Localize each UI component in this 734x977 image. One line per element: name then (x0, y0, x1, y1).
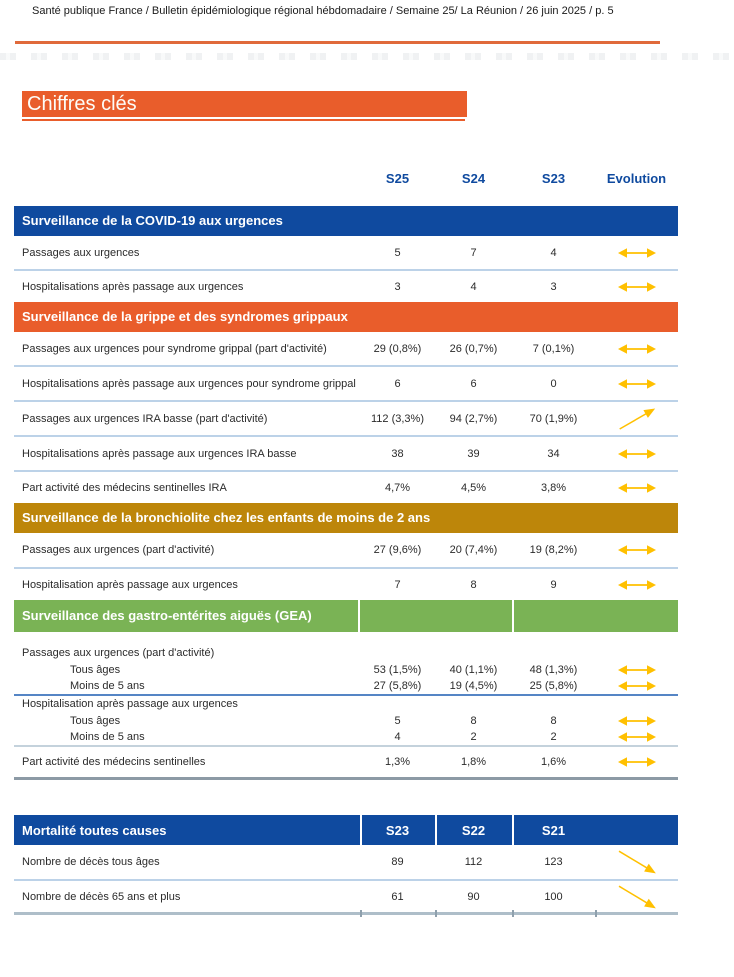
evolution-arrow (595, 731, 678, 743)
value-s23: 2 (550, 731, 557, 743)
orange-divider (15, 41, 660, 44)
value-s23: 25 (5,8%) (529, 680, 578, 692)
faded-watermark-strip (0, 53, 734, 60)
value-s25: 112 (3,3%) (371, 412, 424, 425)
value-s24: 8 (470, 578, 477, 591)
table-row (14, 678, 678, 694)
row-label: Tous âges (70, 664, 121, 676)
row-label: Tous âges (70, 715, 121, 727)
banner-column-separator (358, 600, 360, 632)
section-title: Surveillance de la grippe et des syndromes grippaux (22, 309, 348, 324)
value-s21: 100 (544, 890, 563, 903)
value-s24: 94 (2,7%) (449, 412, 498, 425)
column-header-s25: S25 (385, 170, 410, 186)
value-s22: 112 (464, 856, 483, 868)
evolution-arrow (595, 664, 678, 676)
section-banner-covid (14, 206, 678, 236)
row-label: Part activité des médecins sentinelles (22, 756, 206, 768)
evolution-arrow (595, 482, 678, 494)
key-figures-table (14, 168, 678, 915)
value-s23: 1,6% (540, 756, 567, 768)
row-label: Hospitalisations après passage aux urgences IRA basse (22, 447, 297, 460)
value-s25: 27 (9,6%) (373, 544, 422, 556)
section-banner-bronchiolite (14, 503, 678, 533)
row-label: Nombre de décès 65 ans et plus (22, 890, 181, 903)
value-s25: 4,7% (384, 481, 411, 494)
table-row (14, 332, 678, 367)
evolution-arrow (595, 448, 678, 460)
mortality-table (14, 815, 678, 915)
value-s23: 48 (1,3%) (529, 664, 578, 676)
value-s23: 19 (8,2%) (529, 544, 578, 556)
value-s24: 4 (470, 280, 477, 293)
table-row (14, 533, 678, 569)
banner-column-separator (512, 600, 514, 632)
row-label: Hospitalisations après passage aux urgences (22, 280, 244, 293)
row-label: Hospitalisations après passage aux urgences pour syndrome grippal (22, 377, 356, 390)
group-label: Passages aux urgences (part d'activité) (22, 647, 215, 659)
page-title (22, 91, 467, 117)
value-s24: 4,5% (460, 481, 487, 494)
section-title: Surveillance des gastro-entérites aiguës (GEA) (22, 608, 312, 623)
value-s25: 6 (394, 377, 401, 390)
value-s24: 7 (470, 246, 477, 259)
value-s23: 8 (550, 715, 557, 727)
column-header-row (14, 168, 678, 188)
evolution-arrow (595, 756, 678, 768)
value-s24: 40 (1,1%) (449, 664, 498, 676)
evolution-arrow (595, 378, 678, 390)
value-s25: 27 (5,8%) (373, 680, 422, 692)
value-s23: 0 (550, 377, 557, 390)
value-s25: 5 (394, 246, 401, 259)
value-s24: 26 (0,7%) (449, 342, 498, 355)
evolution-arrow (595, 281, 678, 293)
evolution-arrow (595, 680, 678, 692)
value-s25: 53 (1,5%) (373, 664, 422, 676)
value-s24: 1,8% (460, 756, 487, 768)
evolution-arrow (595, 891, 678, 903)
row-label: Passages aux urgences pour syndrome grippal (part d'activité) (22, 342, 327, 355)
section-title: Mortalité toutes causes (22, 822, 167, 838)
section-title: Surveillance de la bronchiolite chez les enfants de moins de 2 ans (22, 510, 431, 525)
table-row (14, 271, 678, 302)
value-s25: 5 (394, 715, 401, 727)
table-row (14, 472, 678, 503)
value-s23: 70 (1,9%) (529, 412, 578, 425)
page-title-underline (22, 119, 465, 121)
row-label: Passages aux urgences IRA basse (part d'activité) (22, 412, 268, 425)
table-row (14, 367, 678, 402)
value-s23: 89 (391, 856, 404, 868)
table-bottom-border (14, 912, 678, 915)
column-header-s24: S24 (461, 170, 486, 186)
value-s25: 3 (394, 280, 401, 293)
table-row (14, 437, 678, 472)
evolution-arrow (595, 856, 678, 868)
section-banner-grippe (14, 302, 678, 332)
page-header: Santé publique France / Bulletin épidémiologique régional hébdomadaire / Semaine 25/ La Réunion / 26 juin 2025 / p. 5 (32, 5, 614, 17)
column-header-s23: S23 (385, 822, 410, 838)
table-row (14, 569, 678, 600)
value-s23: 4 (550, 246, 557, 259)
column-header-s22: S22 (461, 822, 486, 838)
evolution-arrow (595, 544, 678, 556)
value-s25: 1,3% (384, 756, 411, 768)
table-row (14, 845, 678, 881)
value-s23: 34 (547, 447, 560, 460)
evolution-arrow (595, 579, 678, 591)
group-label: Hospitalisation après passage aux urgences (22, 698, 238, 710)
value-s25: 4 (394, 731, 401, 743)
row-label: Moins de 5 ans (70, 731, 145, 743)
row-label: Part activité des médecins sentinelles IRA (22, 481, 227, 494)
table-row (14, 713, 678, 729)
row-label: Passages aux urgences (22, 246, 140, 259)
value-s23: 3 (550, 280, 557, 293)
section-banner-gea (14, 600, 678, 632)
column-header-s21: S21 (541, 822, 566, 838)
value-s24: 20 (7,4%) (449, 544, 498, 556)
banner-column-separator (360, 815, 362, 845)
value-s24: 8 (470, 715, 477, 727)
table-row (14, 747, 678, 777)
row-label: Moins de 5 ans (70, 680, 145, 692)
value-s25: 29 (0,8%) (373, 342, 422, 355)
value-s25: 38 (391, 447, 404, 460)
row-label: Passages aux urgences (part d'activité) (22, 544, 215, 556)
value-s24: 19 (4,5%) (449, 680, 498, 692)
page-title-label: Chiffres clés (27, 93, 137, 115)
value-s21: 123 (544, 856, 563, 868)
value-s25: 7 (394, 578, 401, 591)
table-row (14, 662, 678, 678)
table-bottom-border (14, 777, 678, 780)
value-s24: 6 (470, 377, 477, 390)
value-s23: 3,8% (540, 481, 567, 494)
section-title: Surveillance de la COVID-19 aux urgences (22, 213, 283, 228)
row-label: Hospitalisation après passage aux urgences (22, 578, 238, 591)
banner-column-separator (435, 815, 437, 845)
gea-rows (14, 632, 678, 780)
section-banner-mortality (14, 815, 678, 845)
value-s24: 2 (470, 731, 477, 743)
table-row (14, 729, 678, 745)
banner-column-separator (512, 815, 514, 845)
column-header-evolution: Evolution (606, 170, 667, 186)
value-s23: 9 (550, 578, 557, 591)
column-header-s23: S23 (541, 170, 566, 186)
row-label: Nombre de décès tous âges (22, 856, 160, 868)
value-s23: 61 (391, 890, 404, 903)
value-s23: 7 (0,1%) (532, 342, 575, 355)
evolution-arrow (595, 247, 678, 259)
evolution-arrow (595, 715, 678, 727)
evolution-arrow (595, 413, 678, 425)
table-row (14, 881, 678, 912)
value-s22: 90 (467, 890, 480, 903)
evolution-arrow (595, 343, 678, 355)
table-row (14, 236, 678, 271)
value-s24: 39 (467, 447, 480, 460)
table-row (14, 402, 678, 437)
